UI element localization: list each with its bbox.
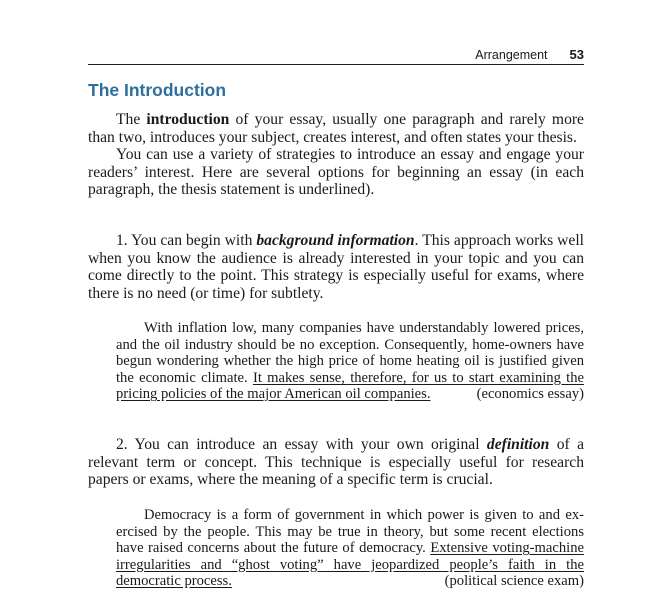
strategy-1-paragraph <box>88 232 584 302</box>
intro-text <box>88 111 584 199</box>
intro-p1-after: of your essay, usually one paragraph and rarely more than two, introduces your subject, creates interest, and often states your thesis. <box>88 111 584 146</box>
strategy-2-paragraph <box>88 436 584 489</box>
strategy-1 <box>88 232 584 302</box>
intro-keyword: introduction <box>146 111 230 128</box>
strategy-2-before: 2. You can introduce an essay with your own original <box>116 436 487 453</box>
running-head-section: Arrangement <box>475 48 548 62</box>
example-2 <box>116 507 584 590</box>
section-title: The Introduction <box>88 80 227 100</box>
example-2-text: Democracy is a form of government in which power is given to and ex-ercised by the people. This may be true in theory, but some recent elections have raised concerns about the future of democracy. <box>116 507 584 557</box>
intro-paragraph-2: You can use a variety of strategies to introduce an essay and engage your readers’ interest. Here are several options for beginning an essay (in each paragraph, the thesis statement is underlined). <box>88 146 584 199</box>
example-2-source: (political science exam) <box>444 573 584 590</box>
example-1-paragraph <box>116 320 584 403</box>
example-1-text: With inflation low, many companies have understandably lowered prices, and the oil industry should be no exception. Consequently, home-owners have begun wondering whether the high price of home heating oil is justified given the economic climate. <box>116 320 584 386</box>
example-1-source: (economics essay) <box>476 386 584 403</box>
strategy-1-term: background information <box>256 232 415 249</box>
intro-p1-before: The <box>116 111 147 128</box>
strategy-1-before: 1. You can begin with <box>116 232 257 249</box>
example-1 <box>116 320 584 403</box>
intro-paragraph-1 <box>88 111 584 146</box>
running-head <box>88 45 584 65</box>
strategy-2-term: definition <box>486 436 550 453</box>
example-2-paragraph <box>116 507 584 590</box>
strategy-1-after: . This approach works well when you know the audience is already interested in your topic and you can come directly to the point. This strategy is especially useful for exams, where there is no need (or time) for subtlety. <box>88 232 584 302</box>
example-2-thesis: Extensive voting-machine irregularities and “ghost voting” have jeopardized people’s faith in the democratic process. <box>116 540 584 590</box>
strategy-2-after: of a relevant term or concept. This technique is especially useful for research papers or exams, where the meaning of a specific term is crucial. <box>88 436 584 489</box>
page-number: 53 <box>569 47 584 62</box>
strategy-2 <box>88 436 584 489</box>
example-1-thesis: It makes sense, therefore, for us to start examining the pricing policies of the major American oil companies. <box>116 369 584 403</box>
